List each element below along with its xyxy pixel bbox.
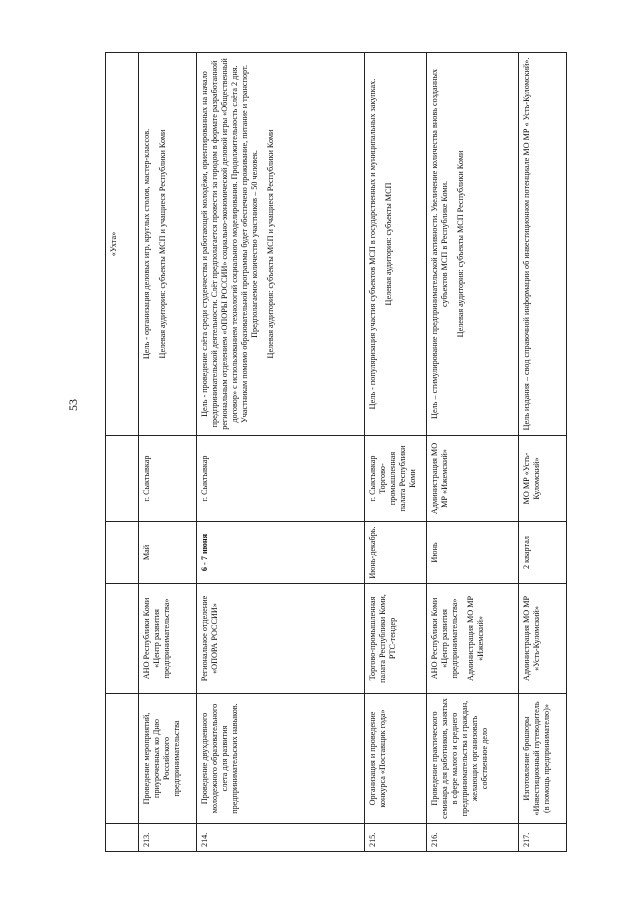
page-number: 53	[66, 399, 80, 411]
event-name: Проведение практического семинара для работников, занятых в сфере малого и среднего предпринимательства и граждан, желающих организовать собственное дело	[427, 694, 519, 824]
description-text: Цель - популяризация участия субъектов МСП в государственных и муниципальных закупках.	[368, 78, 377, 410]
rotated-sheet	[105, 52, 551, 852]
audience-text: Целевая аудитория: субъекты МСП и учащиеся Республики Коми	[158, 129, 167, 359]
event-place: г. Сыктывкар Торгово-промышленная палата Республики Коми	[365, 436, 427, 522]
description-text: Цель – стимулирование предпринимательской активности. Увеличение количества вновь созданных субъектов МСП в Республике Коми.	[430, 69, 449, 419]
event-place: МО МР «Усть-Куломский»	[519, 436, 567, 522]
description-text: Цель издания – свод справочной информации об инвестиционном потенциале МО МР « Усть-Куломский».	[522, 57, 531, 431]
event-place: г. Сыктывкар	[197, 436, 365, 522]
description-text: Цель - проведение слёта среди студенчества и работающей молодёжи, ориентированных на начало предпринимательской деятельности. Слёт предполагается провести за городом в формате разработанной региональным отделением «ОПОРЫ РОССИИ» социально-экономической деловой игры «Общественный договор» с использованием технологий социального моделирования. Продолжительность слёта 2 дня. Участникам помимо образовательной программы будет обеспечено проживание, питание и транспорт. Предполагаемое количество участников – 50 человек.	[200, 58, 259, 430]
event-place: г. Сыктывкар	[139, 436, 197, 522]
event-description	[365, 53, 427, 436]
event-date: Май	[139, 522, 197, 584]
event-date: Июнь	[427, 522, 519, 584]
organizer	[427, 584, 519, 694]
cell-num-empty	[106, 824, 139, 852]
row-number: 215.	[365, 824, 427, 852]
event-name: Проведение двухдневного молодежного образовательного слета для развития предпринимательских навыков.	[197, 694, 365, 824]
event-name: Изготовление брошюры «Инвестиционный путеводитель (в помощь предпринимателю)»	[519, 694, 567, 824]
cell-place-empty	[106, 436, 139, 522]
organizer-secondary: Администрация МО МР «Ижемский»	[466, 595, 485, 682]
event-name: Проведение мероприятий, приуроченных ко Дню Российского предпринимательства	[139, 694, 197, 824]
landscape-table-wrapper	[105, 52, 551, 852]
cell-name-empty	[106, 694, 139, 824]
row-number: 217.	[519, 824, 567, 852]
event-name: Организация и проведение конкурса «Поставщик года»	[365, 694, 427, 824]
row-number: 216.	[427, 824, 519, 852]
organizer-primary: АНО Республики Коми «Центр развития предпринимательства»	[430, 597, 459, 680]
events-table	[105, 52, 567, 852]
event-date: 2 квартал	[519, 522, 567, 584]
audience-text: Целевая аудитория: субъекты МСП Республики Коми	[456, 150, 465, 338]
organizer: Региональное отделение «ОПОРА РОССИИ»	[197, 584, 365, 694]
row-number: 213.	[139, 824, 197, 852]
event-date: 6 - 7 июня	[197, 522, 365, 584]
event-description	[197, 53, 365, 436]
cell-org-empty	[106, 584, 139, 694]
event-description	[519, 53, 567, 436]
description-text: Цель - организация деловых игр, круглых столов, мастер-классов.	[142, 128, 151, 360]
organizer: Администрация МО МР «Усть-Куломский»	[519, 584, 567, 694]
cell-desc-continuation: «Ухта»	[106, 53, 139, 436]
event-date: Июнь-декабрь.	[365, 522, 427, 584]
event-description	[427, 53, 519, 436]
organizer: АНО Республики Коми «Центр развития предпринимательства»	[139, 584, 197, 694]
table-row	[427, 53, 519, 852]
cell-date-empty	[106, 522, 139, 584]
table-row	[519, 53, 567, 852]
table-row	[139, 53, 197, 852]
table-row	[197, 53, 365, 852]
organizer: Торгово-промышленная палата Республики Коми, РТС-тендер	[365, 584, 427, 694]
row-number: 214.	[197, 824, 365, 852]
table-row	[365, 53, 427, 852]
event-place: Администрация МО МР «Ижемский»	[427, 436, 519, 522]
table-row-continuation	[106, 53, 139, 852]
event-description	[139, 53, 197, 436]
audience-text: Целевая аудитория: субъекты МСП	[384, 182, 393, 306]
audience-text: Целевая аудитория: субъекты МСП и учащиеся Республики Коми	[266, 129, 275, 359]
